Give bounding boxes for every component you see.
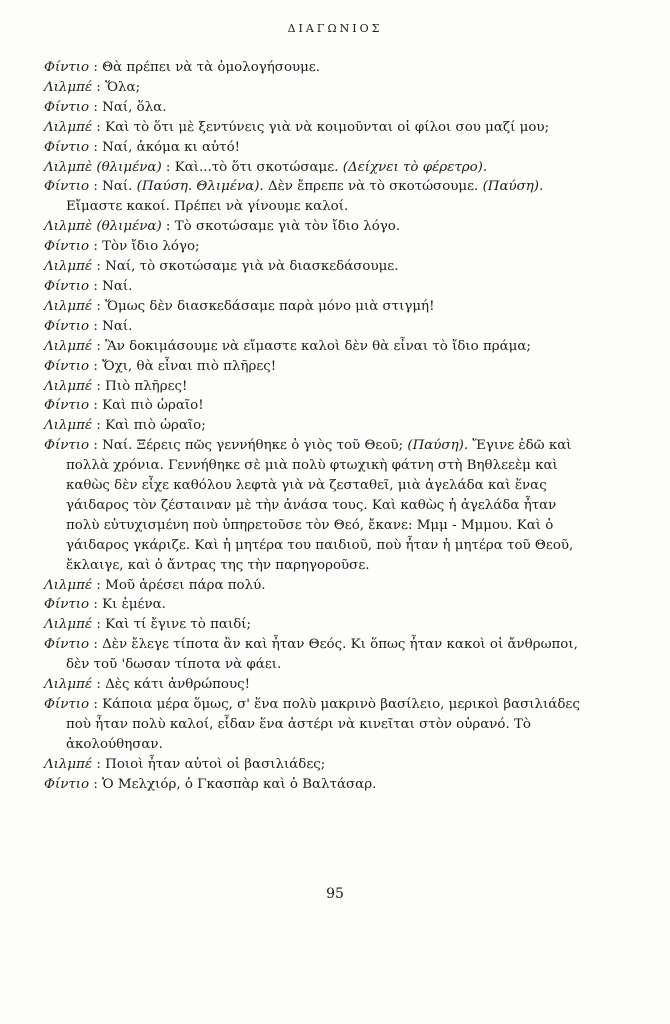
- speech-text: Ἂν δοκιμάσουμε νὰ εἴμαστε καλοὶ δὲν θὰ εἶναι τὸ ἴδιο πράμα;: [105, 338, 531, 354]
- speaker-name: Λιλμπέ: [44, 338, 93, 354]
- stage-direction: (Παύση).: [482, 179, 544, 195]
- running-header: ΔΙΑΓΩΝΙΟΣ: [287, 22, 383, 35]
- speech-text: Μοῦ ἀρέσει πάρα πολύ.: [105, 577, 266, 593]
- speaker-name: Λιλμπὲ (θλιμένα): [44, 159, 162, 175]
- speaker-name: Φίντιο: [44, 179, 90, 195]
- speaker-name: Φίντιο: [44, 239, 90, 255]
- speaker-name: Λιλμπέ: [44, 378, 93, 394]
- speech-text: Εἴμαστε κακοί. Πρέπει νὰ γίνουμε καλοί.: [66, 199, 349, 215]
- speaker-name: Φίντιο: [44, 358, 90, 374]
- page-number: 95: [326, 886, 344, 902]
- speech-text: Καὶ...τὸ ὅτι σκοτώσαμε.: [174, 159, 343, 175]
- speech-text: Κι ἐμένα.: [102, 597, 166, 613]
- dialogue-line: Φίντιο : Ναί.: [44, 278, 133, 294]
- dialogue-line: Λιλμπέ : Καὶ τὸ ὅτι μὲ ξεντύνεις γιὰ νὰ κοιμοῦνται οἱ φίλοι σου μαζί μου;: [44, 119, 550, 135]
- dialogue-line: Λιλμπέ : Ὅμως δὲν διασκεδάσαμε παρὰ μόνο μιὰ στιγμή!: [44, 298, 435, 314]
- dialogue-line: Λιλμπέ : Πιὸ πλῆρες!: [44, 378, 188, 394]
- speech-text: Δὲς κάτι ἀνθρώπους!: [105, 677, 250, 693]
- speaker-name: Λιλμπέ: [44, 298, 93, 314]
- speech-text: Ναί.: [102, 278, 133, 294]
- dialogue-line: Λιλμπέ : Μοῦ ἀρέσει πάρα πολύ.: [44, 577, 266, 593]
- stage-direction: (Δείχνει τὸ φέρετρο).: [342, 159, 488, 175]
- speech-text: Δὲν ἔπρεπε νὰ τὸ σκοτώσουμε.: [263, 179, 483, 195]
- speaker-name: Φίντιο: [44, 597, 90, 613]
- speaker-name: Φίντιο: [44, 318, 90, 334]
- speech-text: Πιὸ πλῆρες!: [105, 378, 188, 394]
- speaker-name: Λιλμπέ: [44, 756, 93, 772]
- speech-text: Καὶ τί ἔγινε τὸ παιδί;: [105, 617, 252, 633]
- speaker-name: Φίντιο: [44, 697, 90, 712]
- dialogue-text: [44, 58, 590, 795]
- speaker-name: Λιλμπὲ (θλιμένα): [44, 219, 162, 235]
- speaker-name: Λιλμπέ: [44, 577, 93, 593]
- speaker-name: Λιλμπέ: [44, 677, 93, 693]
- speech-text: Ναί.: [102, 179, 137, 195]
- dialogue-line: Λιλμπὲ (θλιμένα) : Καὶ...τὸ ὅτι σκοτώσαμε. (Δείχνει τὸ φέρετρο).: [44, 159, 488, 175]
- speech-text: Ναί, τὸ σκοτώσαμε γιὰ νὰ διασκεδάσουμε.: [105, 259, 399, 275]
- stage-direction: (Παύση).: [407, 438, 469, 454]
- dialogue-line: Φίντιο : Κι ἐμένα.: [44, 597, 166, 613]
- speech-text: Ὅμως δὲν διασκεδάσαμε παρὰ μόνο μιὰ στιγμή!: [105, 298, 435, 314]
- dialogue-line: Λιλμπὲ (θλιμένα) : Τὸ σκοτώσαμε γιὰ τὸν ἴδιο λόγο.: [44, 219, 401, 235]
- speech-text: Ναί, ὅλα.: [102, 99, 167, 115]
- stage-direction: (Παύση. Θλιμένα).: [136, 179, 264, 195]
- speech-text: Ὅλα;: [105, 79, 141, 95]
- dialogue-line: Φίντιο : Ὄχι, θὰ εἶναι πιὸ πλῆρες!: [44, 358, 277, 374]
- speech-text: Καὶ πιὸ ὡραῖο;: [105, 418, 206, 434]
- speech-text: Τὸ σκοτώσαμε γιὰ τὸν ἴδιο λόγο.: [174, 219, 401, 235]
- speaker-name: Λιλμπέ: [44, 79, 93, 95]
- speech-text: Ἔγινε ἐδῶ καὶ πολλὰ χρόνια. Γεννήθηκε σὲ μιὰ πολὺ φτωχικὴ φάτνη στὴ Βηθλεεὲμ καὶ καθὼς δὲν εἶχε καθόλου λεφτὰ γιὰ νὰ ζεσταθεῖ, μιὰ ἀγελάδα καὶ ἕνας γάιδαρος τὸν ζέσταιναν μὲ τὴν ἀνάσα τους. Καὶ καθὼς ἡ ἀγελάδα ἦταν πολὺ εὐτυχισμένη ποὺ ὑπηρετοῦσε τὸν Θεό, ἔκανε: Μμμ - Μμμου. Καὶ ὁ γάιδαρος γκάριζε. Καὶ ἡ μητέρα του παιδιοῦ, ποὺ ἦταν ἡ μητέρα τοῦ Θεοῦ, ἔκλαιγε, καὶ ὁ ἄντρας της τὴν παρηγοροῦσε.: [66, 438, 574, 573]
- speaker-name: Φίντιο: [44, 278, 90, 294]
- speaker-name: Λιλμπέ: [44, 259, 93, 275]
- dialogue-line: Φίντιο : Τὸν ἴδιο λόγο;: [44, 239, 200, 255]
- speech-text: Καὶ πιὸ ὡραῖο!: [102, 398, 204, 414]
- speech-text: Θὰ πρέπει νὰ τὰ ὁμολογήσουμε.: [102, 60, 321, 75]
- dialogue-line: Λιλμπέ : Ἂν δοκιμάσουμε νὰ εἴμαστε καλοὶ δὲν θὰ εἶναι τὸ ἴδιο πράμα;: [44, 338, 531, 354]
- speech-text: Ναί.: [102, 318, 133, 334]
- dialogue-line: Φίντιο : Ναί, ἀκόμα κι αὐτό!: [44, 139, 241, 155]
- dialogue-line: Λιλμπέ : Δὲς κάτι ἀνθρώπους!: [44, 677, 250, 693]
- speech-text: Καὶ τὸ ὅτι μὲ ξεντύνεις γιὰ νὰ κοιμοῦνται οἱ φίλοι σου μαζί μου;: [105, 119, 550, 135]
- dialogue-line: Λιλμπέ : Καὶ πιὸ ὡραῖο;: [44, 418, 206, 434]
- speech-text: Δὲν ἔλεγε τίποτα ἂν καὶ ἦταν Θεός. Κι ὅπως ἦταν κακοὶ οἱ ἄνθρωποι, δὲν τοῦ 'δωσαν τίποτα νὰ φάει.: [66, 637, 578, 673]
- speaker-name: Φίντιο: [44, 438, 90, 454]
- speech-text: Ὄχι, θὰ εἶναι πιὸ πλῆρες!: [102, 358, 277, 374]
- dialogue-line: Λιλμπέ : Καὶ τί ἔγινε τὸ παιδί;: [44, 617, 252, 633]
- dialogue-line: Φίντιο : Καὶ πιὸ ὡραῖο!: [44, 398, 204, 414]
- speaker-name: Φίντιο: [44, 776, 90, 792]
- dialogue-line: Φίντιο : Δὲν ἔλεγε τίποτα ἂν καὶ ἦταν Θεός. Κι ὅπως ἦταν κακοὶ οἱ ἄνθρωποι, δὲν τοῦ 'δωσαν τίποτα νὰ φάει.: [44, 637, 578, 673]
- speaker-name: Λιλμπέ: [44, 418, 93, 434]
- dialogue-line: Φίντιο : Θὰ πρέπει νὰ τὰ ὁμολογήσουμε.: [44, 60, 321, 75]
- dialogue-line: Λιλμπέ : Ὅλα;: [44, 79, 141, 95]
- speaker-name: Λιλμπέ: [44, 119, 93, 135]
- speech-text: Κάποια μέρα ὅμως, σ' ἕνα πολὺ μακρινὸ βασίλειο, μερικοὶ βασιλιάδες ποὺ ἦταν πολὺ καλοί, εἶδαν ἕνα ἀστέρι νὰ κινεῖται στὸν οὐρανό. Τὸ ἀκολούθησαν.: [66, 697, 580, 752]
- dialogue-line: Φίντιο : Ναί.: [44, 318, 133, 334]
- speaker-name: Φίντιο: [44, 637, 90, 653]
- speaker-name: Φίντιο: [44, 139, 90, 155]
- dialogue-line: Φίντιο : Ναί, ὅλα.: [44, 99, 167, 115]
- dialogue-line: Φίντιο : Ναί. Ξέρεις πῶς γεννήθηκε ὁ γιὸς τοῦ Θεοῦ; (Παύση). Ἔγινε ἐδῶ καὶ πολλὰ χρόνια. Γεννήθηκε σὲ μιὰ πολὺ φτωχικὴ φάτνη στὴ Βηθλεεὲμ καὶ καθὼς δὲν εἶχε καθόλου λεφτὰ γιὰ νὰ ζεσταθεῖ, μιὰ ἀγελάδα καὶ ἕνας γάιδαρος τὸν ζέσταιναν μὲ τὴν ἀνάσα τους. Καὶ καθὼς ἡ ἀγελάδα ἦταν πολὺ εὐτυχισμένη ποὺ ὑπηρετοῦσε τὸν Θεό, ἔκανε: Μμμ - Μμμου. Καὶ ὁ γάιδαρος γκάριζε. Καὶ ἡ μητέρα του παιδιοῦ, ποὺ ἦταν ἡ μητέρα τοῦ Θεοῦ, ἔκλαιγε, καὶ ὁ ἄντρας της τὴν παρηγοροῦσε.: [44, 438, 574, 573]
- speech-text: Τὸν ἴδιο λόγο;: [102, 239, 200, 255]
- speaker-name: Φίντιο: [44, 99, 90, 115]
- speech-text: Ναί. Ξέρεις πῶς γεννήθηκε ὁ γιὸς τοῦ Θεοῦ;: [102, 438, 408, 454]
- speech-text: Ναί, ἀκόμα κι αὐτό!: [102, 139, 241, 155]
- dialogue-line: Φίντιο : Ὁ Μελχιόρ, ὁ Γκασπὰρ καὶ ὁ Βαλτάσαρ.: [44, 776, 377, 792]
- speaker-name: Φίντιο: [44, 60, 90, 75]
- speaker-name: Λιλμπέ: [44, 617, 93, 633]
- dialogue-line: Λιλμπέ : Ναί, τὸ σκοτώσαμε γιὰ νὰ διασκεδάσουμε.: [44, 259, 399, 275]
- dialogue-line: Λιλμπέ : Ποιοὶ ἦταν αὐτοὶ οἱ βασιλιάδες;: [44, 756, 326, 772]
- dialogue-line: Φίντιο : Ναί. (Παύση. Θλιμένα). Δὲν ἔπρεπε νὰ τὸ σκοτώσουμε. (Παύση). Εἴμαστε κακοί. Πρέπει νὰ γίνουμε καλοί.: [44, 179, 544, 215]
- dialogue-line: Φίντιο : Κάποια μέρα ὅμως, σ' ἕνα πολὺ μακρινὸ βασίλειο, μερικοὶ βασιλιάδες ποὺ ἦταν πολὺ καλοί, εἶδαν ἕνα ἀστέρι νὰ κινεῖται στὸν οὐρανό. Τὸ ἀκολούθησαν.: [44, 697, 580, 752]
- speaker-name: Φίντιο: [44, 398, 90, 414]
- speech-text: Ποιοὶ ἦταν αὐτοὶ οἱ βασιλιάδες;: [105, 756, 326, 772]
- speech-text: Ὁ Μελχιόρ, ὁ Γκασπὰρ καὶ ὁ Βαλτάσαρ.: [102, 776, 377, 792]
